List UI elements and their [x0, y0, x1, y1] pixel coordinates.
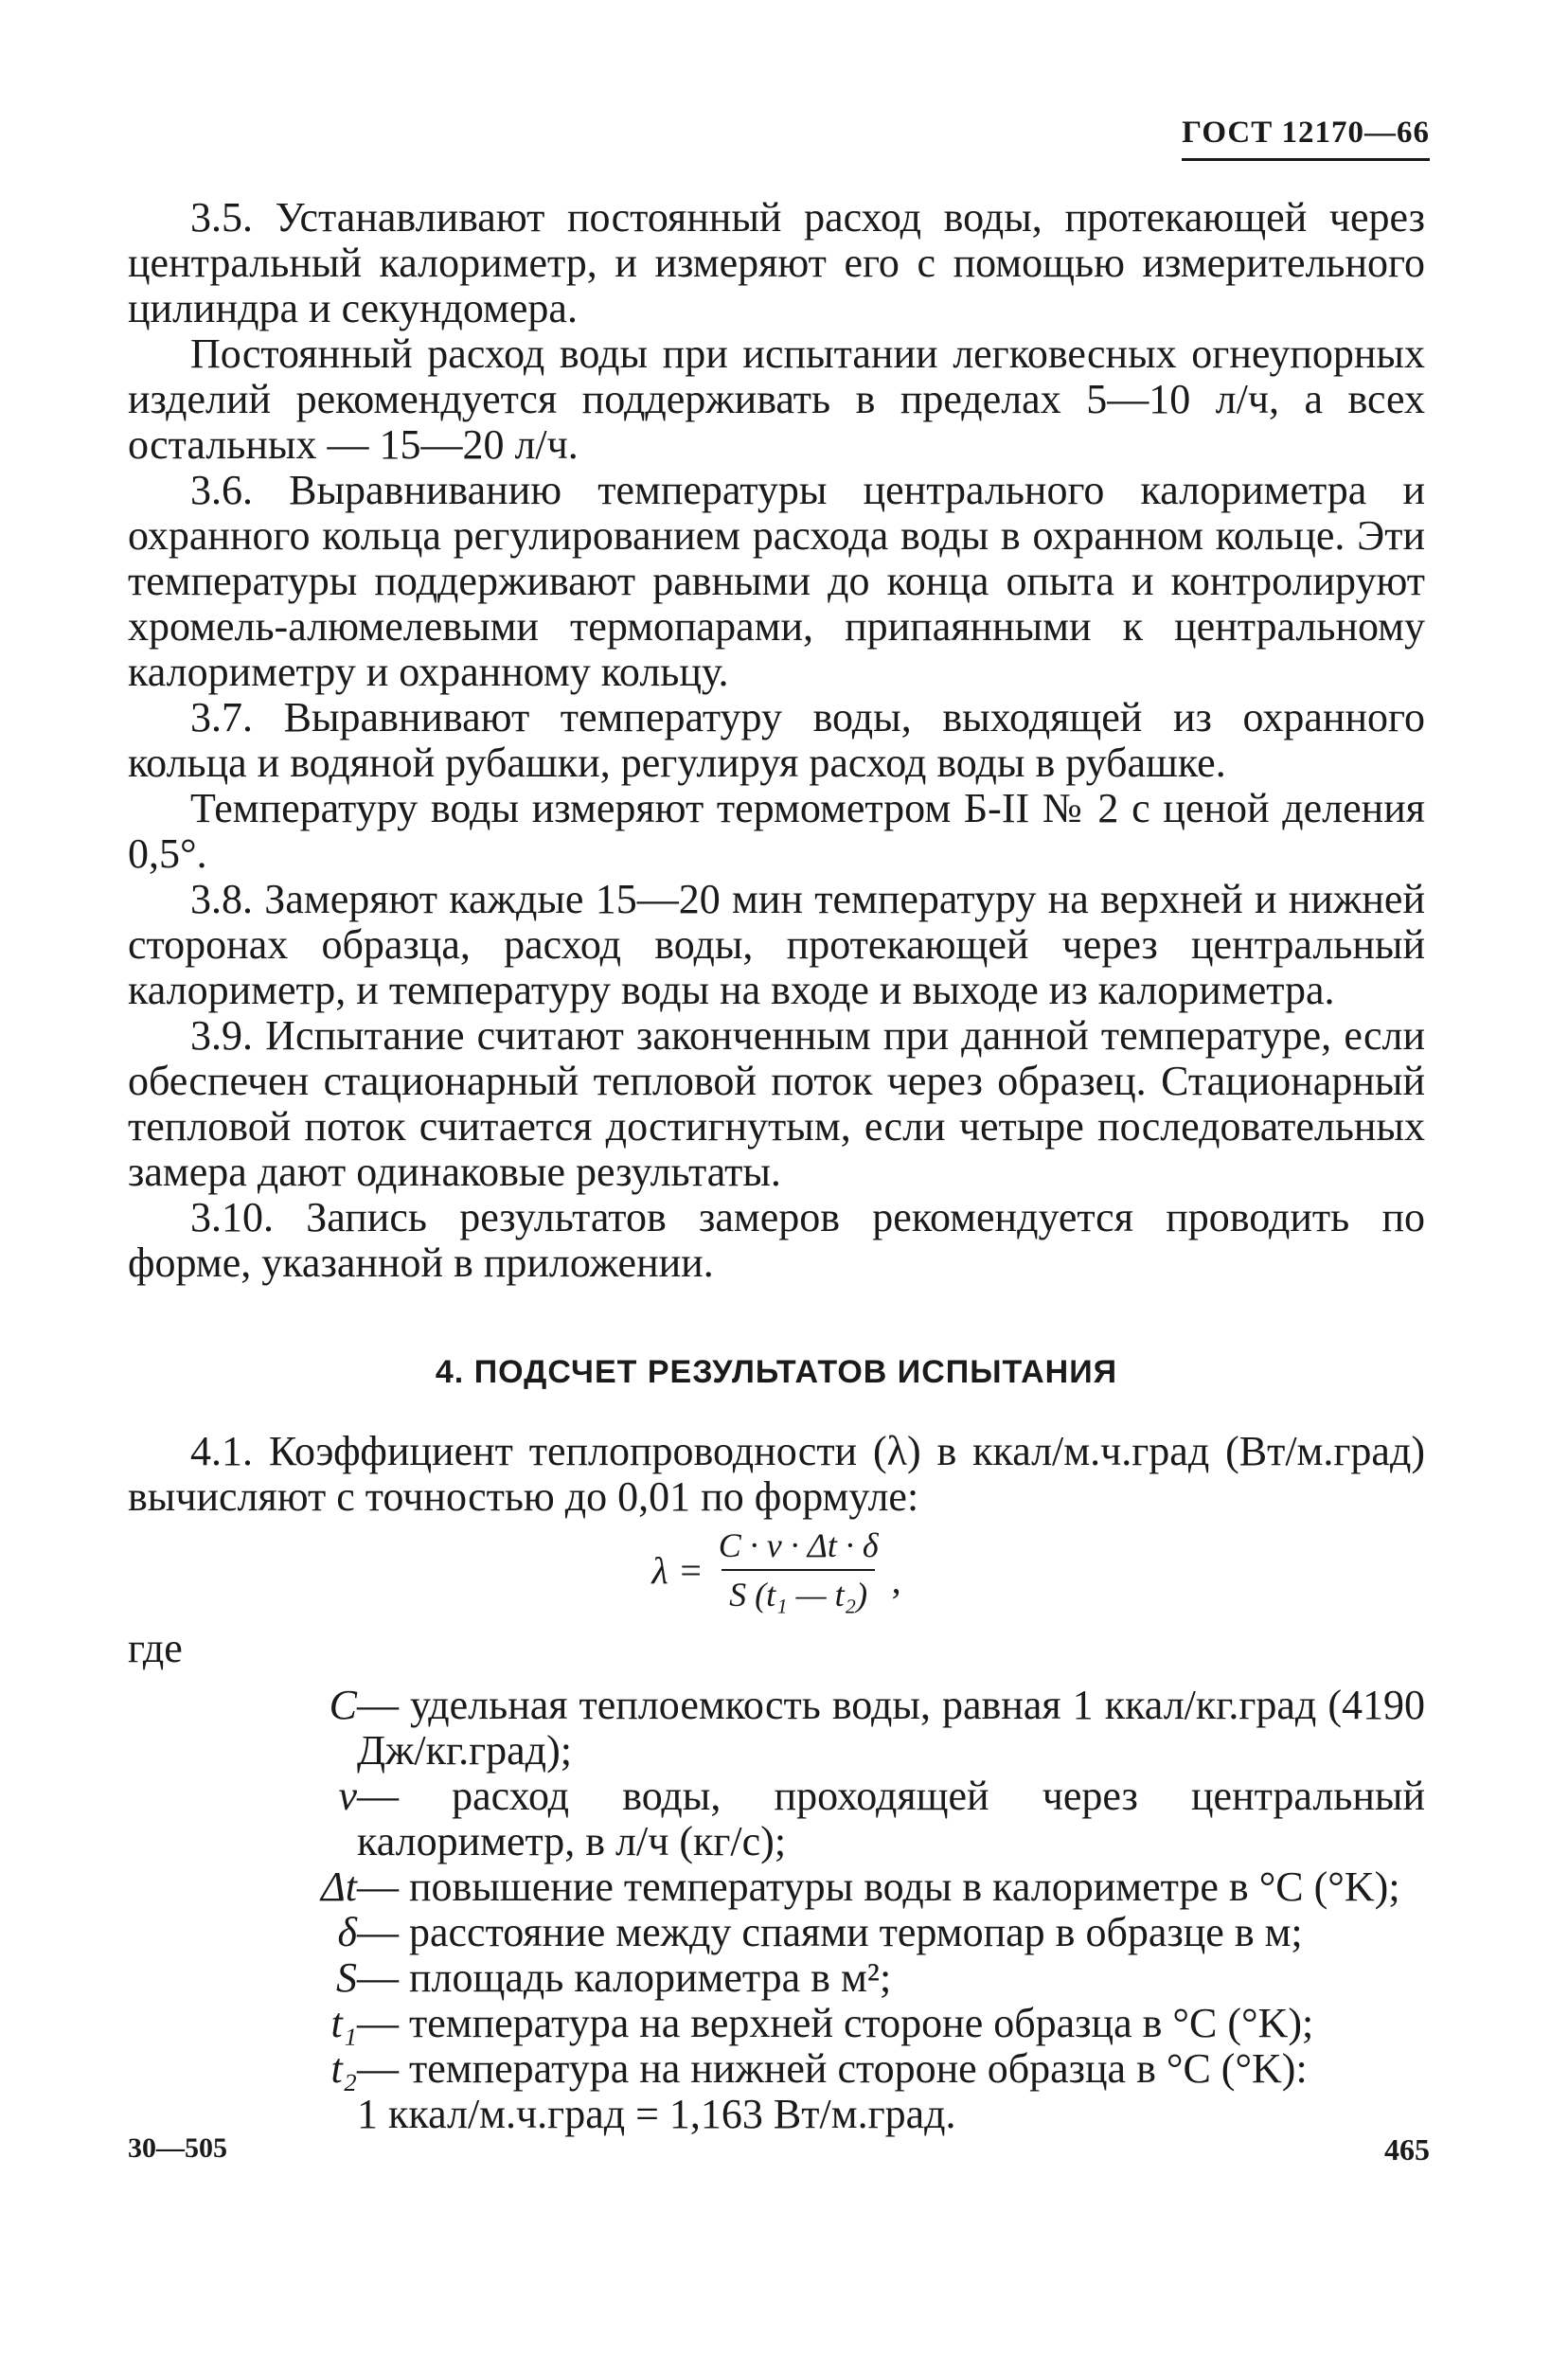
definition-item: [270, 1774, 1425, 1864]
definition-symbol: v: [338, 1773, 357, 1819]
page-number: 465: [1384, 2132, 1430, 2167]
definition-item: [270, 2001, 1425, 2046]
definitions-list: [270, 1683, 1425, 2137]
definition-symbol: t₁: [330, 2000, 357, 2046]
definition-symbol: S: [336, 1954, 357, 2001]
conversion-note: [270, 2092, 1425, 2137]
paragraph-3-6: 3.6. Выравниванию температуры центрального калориметра и охранного кольца регулированием расхода воды в охранном кольце. Эти температуры поддерживают равными до конца опыта и контролируют хромель-алюмелевыми термопарами, припаянными к центральному калориметру и охранному кольцу.: [128, 467, 1425, 695]
paragraph-water-flow: Постоянный расход воды при испытании легковесных огнеупорных изделий рекомендуется поддерживать в пределах 5—10 л/ч, а всех остальных — 15—20 л/ч.: [128, 330, 1425, 468]
definition-item: [270, 1955, 1425, 2001]
document-body: [128, 195, 1425, 2137]
formula-fraction: [711, 1525, 886, 1614]
document-code-header: ГОСТ 12170—66: [1182, 116, 1430, 161]
formula-trailing: ,: [891, 1559, 901, 1601]
definition-item: [270, 1910, 1425, 1955]
definition-item: [270, 1864, 1425, 1910]
conductivity-formula: [128, 1525, 1425, 1614]
definition-text: — температура на верхней стороне образца в °C (°K);: [357, 2000, 1314, 2046]
formula-numerator: C · v · Δt · δ: [718, 1526, 879, 1564]
definition-text: 1 ккал/м.ч.град = 1,163 Вт/м.град.: [357, 2091, 956, 2137]
definition-symbol: δ: [337, 1909, 357, 1955]
where-label: где: [128, 1625, 183, 1671]
paragraph-4-1: 4.1. Коэффициент теплопроводности (λ) в ккал/м.ч.град (Вт/м.град) вычисляют с точностью до 0,01 по формуле:: [128, 1428, 1425, 1520]
section-title: 4. ПОДСЧЕТ РЕЗУЛЬТАТОВ ИСПЫТАНИЯ: [435, 1354, 1118, 1390]
paragraph-3-8: 3.8. Замеряют каждые 15—20 мин температуру на верхней и нижней сторонах образца, расход воды, протекающей через центральный калориметр, и температуру воды на входе и выходе из калориметра.: [128, 876, 1425, 1013]
definition-symbol: C: [329, 1682, 357, 1728]
definition-text: — повышение температуры воды в калориметре в °C (°K);: [357, 1864, 1400, 1910]
formula-denominator: S (t₁ — t₂): [722, 1569, 875, 1614]
formula-lhs: λ =: [651, 1548, 704, 1592]
footer-print-code: 30—505: [128, 2132, 227, 2164]
paragraph-3-7: 3.7. Выравнивают температуру воды, выходящей из охранного кольца и водяной рубашки, регулируя расход воды в рубашке.: [128, 694, 1425, 786]
definition-item: [270, 2046, 1425, 2092]
definition-text: — температура на нижней стороне образца в °C (°K):: [357, 2045, 1308, 2092]
definition-symbol: t₂: [330, 2045, 357, 2092]
definition-item: [270, 1683, 1425, 1774]
definition-text: — удельная теплоемкость воды, равная 1 ккал/кг.град (4190 Дж/кг.град);: [357, 1682, 1425, 1774]
definition-text: — площадь калориметра в м²;: [357, 1954, 892, 2001]
definition-symbol: Δt: [320, 1864, 357, 1910]
paragraph-3-10: 3.10. Запись результатов замеров рекомендуется проводить по форме, указанной в приложении.: [128, 1194, 1425, 1286]
paragraph-3-9: 3.9. Испытание считают законченным при данной температуре, если обеспечен стационарный тепловой поток через образец. Стационарный тепловой поток считается достигнутым, если четыре последовательных замера дают одинаковые результаты.: [128, 1012, 1425, 1195]
definition-text: — расход воды, проходящей через центральный калориметр, в л/ч (кг/с);: [357, 1773, 1425, 1864]
paragraph-3-5: 3.5. Устанавливают постоянный расход воды, протекающей через центральный калориметр, и измеряют его с помощью измерительного цилиндра и секундомера.: [128, 194, 1425, 331]
definition-text: — расстояние между спаями термопар в образце в м;: [357, 1909, 1303, 1955]
paragraph-thermometer: Температуру воды измеряют термометром Б-II № 2 с ценой деления 0,5°.: [128, 785, 1425, 877]
definition-symbol: [270, 2092, 357, 2137]
